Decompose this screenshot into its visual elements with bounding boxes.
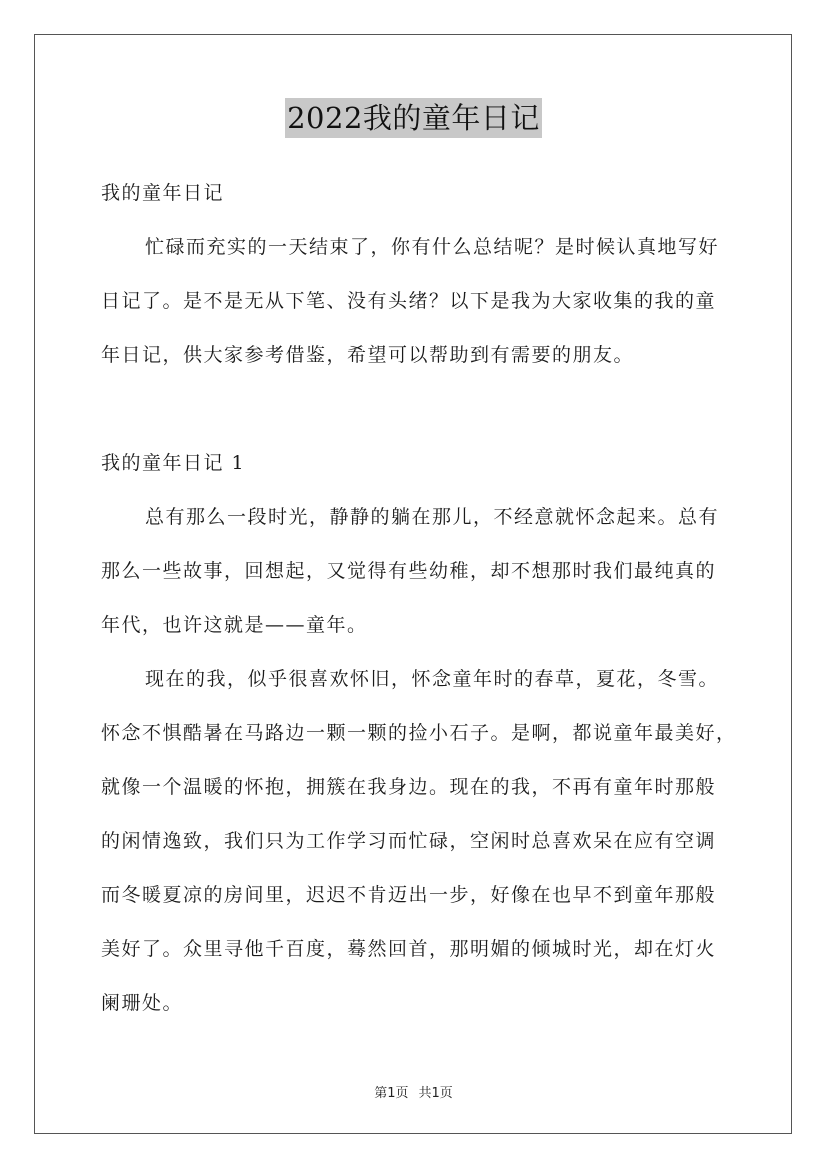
paragraph-line: 美好了。众里寻他千百度，蓦然回首，那明媚的倾城时光，却在灯火 (101, 938, 717, 960)
document-body (101, 166, 741, 1030)
section1-paragraph-2 (101, 652, 741, 1030)
paragraph-line: 年日记，供大家参考借鉴，希望可以帮助到有需要的朋友。 (101, 344, 635, 366)
blank-line (101, 382, 741, 436)
paragraph-line: 总有那么一段时光，静静的躺在那儿，不经意就怀念起来。总有 (145, 506, 720, 528)
section-heading: 我的童年日记 1 (101, 452, 246, 474)
paragraph-line: 日记了。是不是无从下笔、没有头绪？以下是我为大家收集的我的童 (101, 290, 717, 312)
paragraph-line: 现在的我，似乎很喜欢怀旧，怀念童年时的春草，夏花，冬雪。 (145, 668, 720, 690)
page-number: 第1页 (374, 1086, 409, 1101)
paragraph-line: 就像一个温暖的怀抱，拥簇在我身边。现在的我，不再有童年时那般 (101, 776, 717, 798)
document-title: 2022我的童年日记 (285, 98, 542, 138)
paragraph-line: 年代，也许这就是——童年。 (101, 614, 368, 636)
intro-heading: 我的童年日记 (101, 182, 225, 204)
page-footer (0, 1082, 827, 1101)
paragraph-line: 而冬暖夏凉的房间里，迟迟不肯迈出一步，好像在也早不到童年那般 (101, 884, 717, 906)
paragraph-line: 的闲情逸致，我们只为工作学习而忙碌，空闲时总喜欢呆在应有空调 (101, 830, 717, 852)
paragraph-line: 怀念不惧酷暑在马路边一颗一颗的捡小石子。是啊，都说童年最美好， (101, 722, 737, 744)
paragraph-line: 那么一些故事，回想起，又觉得有些幼稚，却不想那时我们最纯真的 (101, 560, 717, 582)
intro-paragraph (101, 220, 741, 382)
page-total: 共1页 (418, 1086, 453, 1101)
title-container (0, 98, 827, 138)
paragraph-line: 忙碌而充实的一天结束了，你有什么总结呢？是时候认真地写好 (145, 236, 720, 258)
paragraph-line: 阑珊处。 (101, 992, 184, 1014)
section1-paragraph-1 (101, 490, 741, 652)
